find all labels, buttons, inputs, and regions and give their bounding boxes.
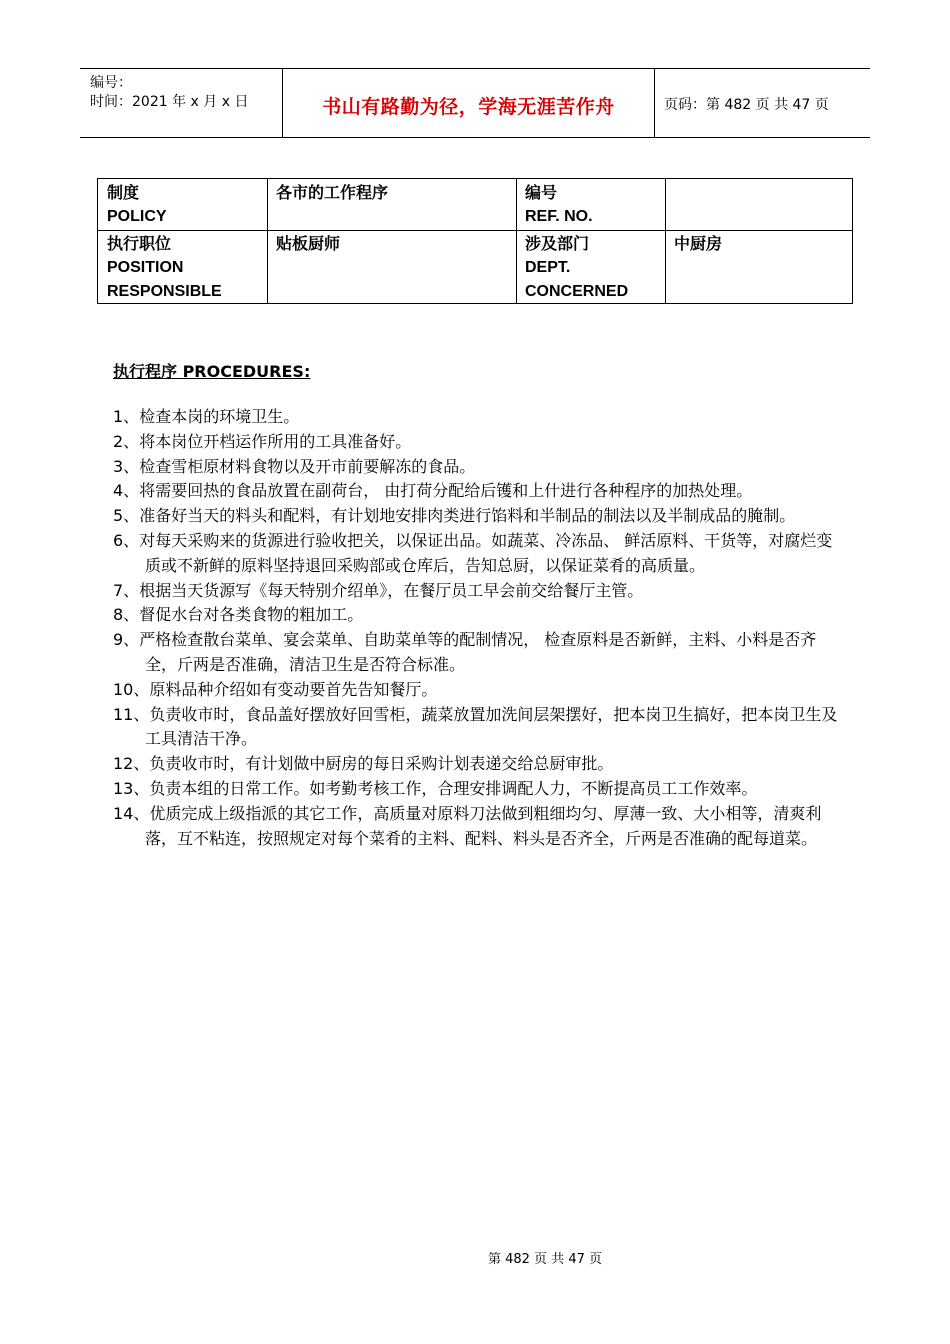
procedure-number: 2、 — [113, 431, 140, 451]
procedure-text: 严格检查散台菜单、宴会菜单、自助菜单等的配制情况， 检查原料是否新鲜，主料、小料是否齐全，斤两是否准确，清洁卫生是否符合标准。 — [139, 630, 817, 674]
table-divider — [665, 179, 666, 303]
procedure-text: 优质完成上级指派的其它工作，高质量对原料刀法做到粗细均匀、厚薄一致、大小相等，清爽利落，互不粘连，按照规定对每个菜肴的主料、配料、料头是否齐全，斤两是否准确的配每道菜。 — [145, 803, 822, 848]
header-page-cell — [655, 69, 870, 137]
position-value: 贴板厨师 — [276, 234, 341, 253]
procedure-number: 6、 — [113, 530, 140, 550]
ref-label-en: REF. NO. — [525, 208, 593, 225]
procedure-text: 负责本组的日常工作。如考勤考核工作，合理安排调配人力，不断提高员工工作效率。 — [149, 778, 758, 798]
procedure-item — [113, 529, 848, 579]
header-motto-cell — [283, 69, 655, 137]
header-page-info: 页码：第 482 页 共 47 页 — [664, 97, 829, 113]
dept-value: 中厨房 — [674, 234, 723, 253]
procedure-number: 13、 — [113, 778, 150, 798]
procedure-number: 14、 — [113, 803, 150, 823]
procedure-text: 将本岗位开档运作所用的工具准备好。 — [139, 431, 412, 451]
procedure-text: 督促水台对各类食物的粗加工。 — [139, 605, 364, 625]
header-number-label: 编号： — [90, 75, 132, 91]
page-footer: 第 482 页 共 47 页 — [487, 1252, 603, 1267]
ref-label-cn: 编号 — [525, 183, 558, 202]
procedure-item — [113, 479, 848, 504]
procedure-number: 5、 — [113, 506, 140, 526]
procedure-text: 将需要回热的食品放置在副荷台， 由打荷分配给后镬和上什进行各种程序的加热处理。 — [139, 481, 753, 501]
procedure-number: 8、 — [113, 605, 140, 625]
procedure-item — [113, 455, 848, 480]
procedure-item — [113, 802, 848, 852]
procedure-item — [113, 628, 848, 678]
header-meta-cell — [80, 69, 283, 137]
dept-label-en2: CONCERNED — [525, 283, 629, 300]
procedure-text: 对每天采购来的货源进行验收把关，以保证出品。如蔬菜、冷冻品、 鲜活原料、干货等，对腐烂变质或不新鲜的原料坚持退回采购部或仓库后，告知总厨，以保证菜肴的高质量。 — [139, 530, 833, 575]
dept-label-en1: DEPT. — [525, 259, 571, 276]
procedure-item — [113, 678, 848, 703]
procedure-text: 准备好当天的料头和配料，有计划地安排肉类进行馅料和半制品的制法以及半制成品的腌制。 — [139, 506, 796, 526]
table-divider — [267, 179, 268, 303]
policy-value: 各市的工作程序 — [276, 183, 389, 202]
table-divider — [516, 179, 517, 303]
procedure-number: 12、 — [113, 754, 150, 774]
table-row-divider — [98, 230, 852, 231]
procedure-item — [113, 504, 848, 529]
procedure-item — [113, 405, 848, 430]
procedure-text: 负责收市时，有计划做中厨房的每日采购计划表递交给总厨审批。 — [149, 754, 614, 774]
header-date: 时间：2021 年 x 月 x 日 — [90, 94, 249, 110]
procedure-number: 3、 — [113, 456, 140, 476]
procedures-list — [113, 405, 848, 851]
procedure-item — [113, 603, 848, 628]
procedure-text: 原料品种介绍如有变动要首先告知餐厅。 — [149, 679, 438, 699]
position-label-en2: RESPONSIBLE — [107, 283, 222, 300]
procedure-number: 11、 — [113, 704, 150, 724]
procedure-number: 1、 — [113, 407, 140, 426]
procedure-item — [113, 430, 848, 455]
policy-label-en: POLICY — [107, 208, 167, 225]
procedure-text: 根据当天货源写《每天特别介绍单》，在餐厅员工早会前交给餐厅主管。 — [139, 580, 644, 600]
procedure-number: 10、 — [113, 679, 150, 699]
policy-label-cn: 制度 — [107, 183, 140, 202]
header-motto: 书山有路勤为径，学海无涯苦作舟 — [322, 96, 615, 118]
procedure-text: 检查本岗的环境卫生。 — [139, 407, 300, 426]
procedure-text: 检查雪柜原材料食物以及开市前要解冻的食品。 — [139, 456, 476, 476]
procedures-title: 执行程序 PROCEDURES: — [113, 362, 311, 381]
procedure-item — [113, 752, 848, 777]
procedure-text: 负责收市时，食品盖好摆放好回雪柜，蔬菜放置加洗间层架摆好，把本岗卫生搞好，把本岗卫生及工具清洁干净。 — [145, 704, 838, 749]
page-header — [80, 68, 870, 138]
policy-table — [97, 178, 853, 304]
procedure-number: 9、 — [113, 630, 140, 650]
procedure-number: 4、 — [113, 481, 140, 501]
procedure-item — [113, 777, 848, 802]
dept-label-cn: 涉及部门 — [525, 234, 590, 253]
procedure-item — [113, 703, 848, 753]
position-label-en1: POSITION — [107, 259, 184, 276]
procedure-number: 7、 — [113, 580, 140, 600]
position-label-cn: 执行职位 — [107, 234, 172, 253]
procedure-item — [113, 579, 848, 604]
